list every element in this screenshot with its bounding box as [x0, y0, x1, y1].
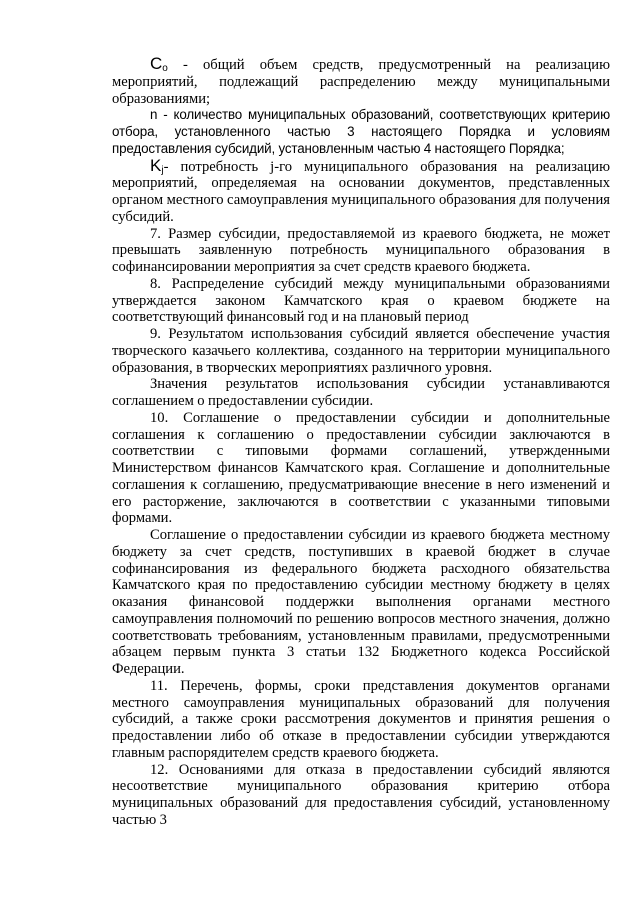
- symbol-kj: $K_j$: [150, 155, 164, 176]
- paragraph-10: 10. Соглашение о предоставлении субсидии и дополнительные соглашения к соглашению о предоставлении субсидии заключаются в соответствии с типовыми формами соглашений, утвержденными Министерством финансов Камчатского края. Соглашение и дополнительные соглашения к соглашению, предусматривающие внесение в него изменений и его расторжение, заключаются в соответствии с указанными типовыми формами.: [112, 409, 610, 527]
- paragraph-7: 7. Размер субсидии, предоставляемой из краевого бюджета, не может превышать заявленную потребность муниципального образования в софинансировании мероприятия за счет средств краевого бюджета.: [112, 225, 610, 275]
- document-body: [112, 56, 610, 829]
- paragraph-9-values: Значения результатов использования субсидии устанавливаются соглашением о предоставлении субсидии.: [112, 376, 610, 409]
- paragraph-11: 11. Перечень, формы, сроки представления документов органами местного самоуправления муниципальных образований для получения субсидий, а также сроки рассмотрения документов и принятия решения о предоставлении либо об отказе в предоставлении субсидии утверждаются главным распорядителем средств краевого бюджета.: [112, 677, 610, 761]
- paragraph-9: 9. Результатом использования субсидий является обеспечение участия творческого казачьего коллектива, созданного на территории муниципального образования, в творческих мероприятиях различного уровня.: [112, 326, 610, 376]
- symbol-co: $C_o$: [150, 54, 168, 74]
- paragraph-kj-definition: $K_j-$ потребность j-го муниципального образования на реализацию мероприятий, определяемая на основании документов, представленных органом местного самоуправления муниципального образования для получения субсидий.: [112, 155, 610, 225]
- paragraph-n-definition: n - количество муниципальных образований, соответствующих критерию отбора, установленного частью 3 настоящего Порядка и условиям предоставления субсидий, установленным частью 4 настоящего Порядка;: [112, 107, 610, 156]
- paragraph-10-federal: Соглашение о предоставлении субсидии из краевого бюджета местному бюджету за счет средств, поступивших в краевой бюджет в случае софинансирования из федерального бюджета расходного обязательства Камчатского края по предоставлению субсидии местному бюджету в целях оказания финансовой поддержки выполнения органами местного самоуправления полномочий по решению вопросов местного значения, должно соответствовать требованиям, установленным правилами, предусмотренными абзацем первым пункта 3 статьи 132 Бюджетного кодекса Российской Федерации.: [112, 527, 610, 677]
- paragraph-8: 8. Распределение субсидий между муниципальными образованиями утверждается законом Камчатского края о краевом бюджете на соответствующий финансовый год и на плановый период: [112, 275, 610, 326]
- paragraph-12: 12. Основаниями для отказа в предоставлении субсидий являются несоответствие муниципального образования критерию отбора муниципальных образований для предоставления субсидий, установленному частью 3: [112, 761, 610, 828]
- paragraph-co-definition: $C_o$ - общий объем средств, предусмотренный на реализацию мероприятий, подлежащий распределению между муниципальными образованиями;: [112, 54, 610, 107]
